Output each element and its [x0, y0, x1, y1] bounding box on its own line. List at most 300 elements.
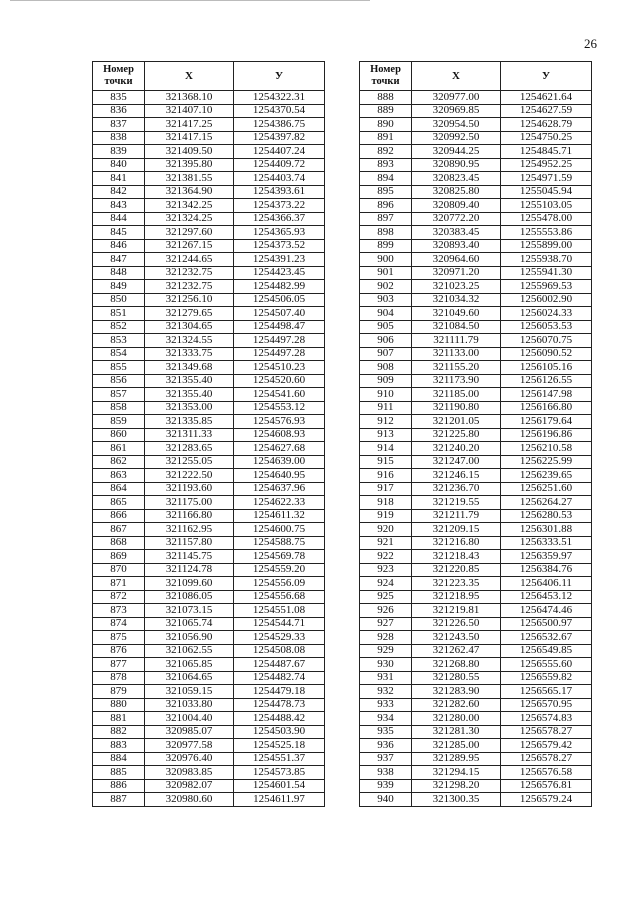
table-row [360, 482, 592, 496]
x-coordinate-cell: 321155.20 [412, 361, 501, 375]
table-row [93, 496, 325, 510]
x-coordinate-cell: 321162.95 [145, 523, 234, 537]
x-coordinate-cell: 321049.60 [412, 307, 501, 321]
y-coordinate-cell: 1254366.37 [234, 212, 325, 226]
x-coordinate-cell: 321185.00 [412, 388, 501, 402]
header-point-number [93, 62, 145, 91]
x-coordinate-cell: 321262.47 [412, 644, 501, 658]
point-number-cell: 863 [93, 469, 145, 483]
point-number-cell: 835 [93, 91, 145, 105]
x-coordinate-cell: 321342.25 [145, 199, 234, 213]
point-number-cell: 892 [360, 145, 412, 159]
top-rule [10, 0, 370, 1]
y-coordinate-cell: 1254503.90 [234, 725, 325, 739]
point-number-cell: 888 [360, 91, 412, 105]
point-number-cell: 910 [360, 388, 412, 402]
x-coordinate-cell: 321173.90 [412, 374, 501, 388]
table-row [93, 523, 325, 537]
table-row [93, 118, 325, 132]
table-row [93, 725, 325, 739]
x-coordinate-cell: 321218.95 [412, 590, 501, 604]
y-coordinate-cell: 1254845.71 [501, 145, 592, 159]
point-number-cell: 854 [93, 347, 145, 361]
table-row [93, 509, 325, 523]
point-number-cell: 900 [360, 253, 412, 267]
point-number-cell: 849 [93, 280, 145, 294]
y-coordinate-cell: 1254482.99 [234, 280, 325, 294]
x-coordinate-cell: 321166.80 [145, 509, 234, 523]
table-row [360, 793, 592, 807]
y-coordinate-cell: 1256549.85 [501, 644, 592, 658]
table-row [93, 482, 325, 496]
x-coordinate-cell: 321280.55 [412, 671, 501, 685]
point-number-cell: 879 [93, 685, 145, 699]
x-coordinate-cell: 321243.50 [412, 631, 501, 645]
header-point-number-line1: Номер [370, 64, 401, 75]
y-coordinate-cell: 1256384.76 [501, 563, 592, 577]
x-coordinate-cell: 320969.85 [412, 104, 501, 118]
coordinates-left-body [93, 91, 325, 807]
table-row [93, 104, 325, 118]
x-coordinate-cell: 321285.00 [412, 739, 501, 753]
x-coordinate-cell: 321065.85 [145, 658, 234, 672]
table-row [360, 131, 592, 145]
x-coordinate-cell: 321256.10 [145, 293, 234, 307]
x-coordinate-cell: 321407.10 [145, 104, 234, 118]
y-coordinate-cell: 1254365.93 [234, 226, 325, 240]
y-coordinate-cell: 1254611.32 [234, 509, 325, 523]
point-number-cell: 847 [93, 253, 145, 267]
y-coordinate-cell: 1256147.98 [501, 388, 592, 402]
y-coordinate-cell: 1256576.81 [501, 779, 592, 793]
point-number-cell: 874 [93, 617, 145, 631]
header-y: У [234, 62, 325, 91]
x-coordinate-cell: 321417.25 [145, 118, 234, 132]
point-number-cell: 899 [360, 239, 412, 253]
x-coordinate-cell: 321300.35 [412, 793, 501, 807]
point-number-cell: 920 [360, 523, 412, 537]
point-number-cell: 862 [93, 455, 145, 469]
point-number-cell: 864 [93, 482, 145, 496]
y-coordinate-cell: 1256570.95 [501, 698, 592, 712]
x-coordinate-cell: 321281.30 [412, 725, 501, 739]
x-coordinate-cell: 321226.50 [412, 617, 501, 631]
point-number-cell: 868 [93, 536, 145, 550]
y-coordinate-cell: 1255478.00 [501, 212, 592, 226]
x-coordinate-cell: 321247.00 [412, 455, 501, 469]
y-coordinate-cell: 1256500.97 [501, 617, 592, 631]
table-row [93, 172, 325, 186]
x-coordinate-cell: 321280.00 [412, 712, 501, 726]
y-coordinate-cell: 1254510.23 [234, 361, 325, 375]
point-number-cell: 906 [360, 334, 412, 348]
y-coordinate-cell: 1254627.59 [501, 104, 592, 118]
x-coordinate-cell: 320977.00 [412, 91, 501, 105]
y-coordinate-cell: 1256406.11 [501, 577, 592, 591]
table-row [93, 334, 325, 348]
x-coordinate-cell: 321255.05 [145, 455, 234, 469]
x-coordinate-cell: 321157.80 [145, 536, 234, 550]
x-coordinate-cell: 321034.32 [412, 293, 501, 307]
x-coordinate-cell: 321283.90 [412, 685, 501, 699]
table-row [93, 388, 325, 402]
point-number-cell: 922 [360, 550, 412, 564]
point-number-cell: 890 [360, 118, 412, 132]
point-number-cell: 875 [93, 631, 145, 645]
y-coordinate-cell: 1254628.79 [501, 118, 592, 132]
y-coordinate-cell: 1256002.90 [501, 293, 592, 307]
y-coordinate-cell: 1254637.96 [234, 482, 325, 496]
y-coordinate-cell: 1254971.59 [501, 172, 592, 186]
y-coordinate-cell: 1254386.75 [234, 118, 325, 132]
x-coordinate-cell: 321282.60 [412, 698, 501, 712]
table-row [93, 752, 325, 766]
header-point-number [360, 62, 412, 91]
table-row [93, 442, 325, 456]
point-number-cell: 846 [93, 239, 145, 253]
point-number-cell: 857 [93, 388, 145, 402]
point-number-cell: 925 [360, 590, 412, 604]
table-row [360, 280, 592, 294]
point-number-cell: 838 [93, 131, 145, 145]
point-number-cell: 908 [360, 361, 412, 375]
y-coordinate-cell: 1255938.70 [501, 253, 592, 267]
point-number-cell: 927 [360, 617, 412, 631]
y-coordinate-cell: 1256196.86 [501, 428, 592, 442]
point-number-cell: 872 [93, 590, 145, 604]
y-coordinate-cell: 1256579.42 [501, 739, 592, 753]
point-number-cell: 858 [93, 401, 145, 415]
y-coordinate-cell: 1256579.24 [501, 793, 592, 807]
table-row [360, 698, 592, 712]
coordinates-table-left [92, 61, 325, 807]
point-number-cell: 848 [93, 266, 145, 280]
point-number-cell: 931 [360, 671, 412, 685]
point-number-cell: 836 [93, 104, 145, 118]
header-row [93, 62, 325, 91]
point-number-cell: 880 [93, 698, 145, 712]
y-coordinate-cell: 1254622.33 [234, 496, 325, 510]
x-coordinate-cell: 321304.65 [145, 320, 234, 334]
y-coordinate-cell: 1255941.30 [501, 266, 592, 280]
table-row [360, 469, 592, 483]
point-number-cell: 861 [93, 442, 145, 456]
table-row [360, 118, 592, 132]
point-number-cell: 871 [93, 577, 145, 591]
point-number-cell: 883 [93, 739, 145, 753]
x-coordinate-cell: 321267.15 [145, 239, 234, 253]
y-coordinate-cell: 1254601.54 [234, 779, 325, 793]
table-row [93, 293, 325, 307]
table-row [360, 442, 592, 456]
point-number-cell: 939 [360, 779, 412, 793]
x-coordinate-cell: 321219.81 [412, 604, 501, 618]
y-coordinate-cell: 1256251.60 [501, 482, 592, 496]
point-number-cell: 855 [93, 361, 145, 375]
y-coordinate-cell: 1256578.27 [501, 752, 592, 766]
x-coordinate-cell: 321211.79 [412, 509, 501, 523]
y-coordinate-cell: 1254373.52 [234, 239, 325, 253]
x-coordinate-cell: 321279.65 [145, 307, 234, 321]
point-number-cell: 882 [93, 725, 145, 739]
y-coordinate-cell: 1256225.99 [501, 455, 592, 469]
y-coordinate-cell: 1256359.97 [501, 550, 592, 564]
x-coordinate-cell: 321086.05 [145, 590, 234, 604]
point-number-cell: 930 [360, 658, 412, 672]
table-row [360, 617, 592, 631]
x-coordinate-cell: 321223.35 [412, 577, 501, 591]
y-coordinate-cell: 1255045.94 [501, 185, 592, 199]
table-row [93, 536, 325, 550]
y-coordinate-cell: 1254559.20 [234, 563, 325, 577]
y-coordinate-cell: 1254952.25 [501, 158, 592, 172]
table-row [360, 239, 592, 253]
table-row [93, 671, 325, 685]
table-row [360, 644, 592, 658]
table-row [93, 253, 325, 267]
point-number-cell: 841 [93, 172, 145, 186]
table-row [93, 698, 325, 712]
point-number-cell: 844 [93, 212, 145, 226]
table-row [360, 158, 592, 172]
point-number-cell: 917 [360, 482, 412, 496]
point-number-cell: 934 [360, 712, 412, 726]
x-coordinate-cell: 321268.80 [412, 658, 501, 672]
y-coordinate-cell: 1256105.16 [501, 361, 592, 375]
x-coordinate-cell: 320971.20 [412, 266, 501, 280]
coordinates-table-right [359, 61, 592, 807]
table-row [93, 739, 325, 753]
table-row [360, 536, 592, 550]
point-number-cell: 937 [360, 752, 412, 766]
x-coordinate-cell: 321355.40 [145, 388, 234, 402]
y-coordinate-cell: 1256024.33 [501, 307, 592, 321]
point-number-cell: 876 [93, 644, 145, 658]
table-row [93, 550, 325, 564]
x-coordinate-cell: 321062.55 [145, 644, 234, 658]
y-coordinate-cell: 1254611.97 [234, 793, 325, 807]
y-coordinate-cell: 1254573.85 [234, 766, 325, 780]
x-coordinate-cell: 321190.80 [412, 401, 501, 415]
y-coordinate-cell: 1255553.86 [501, 226, 592, 240]
y-coordinate-cell: 1256210.58 [501, 442, 592, 456]
table-row [93, 320, 325, 334]
x-coordinate-cell: 321059.15 [145, 685, 234, 699]
y-coordinate-cell: 1254640.95 [234, 469, 325, 483]
x-coordinate-cell: 321099.60 [145, 577, 234, 591]
point-number-cell: 859 [93, 415, 145, 429]
table-row [360, 658, 592, 672]
y-coordinate-cell: 1256053.53 [501, 320, 592, 334]
y-coordinate-cell: 1255899.00 [501, 239, 592, 253]
table-row [93, 199, 325, 213]
table-row [360, 347, 592, 361]
x-coordinate-cell: 320985.07 [145, 725, 234, 739]
x-coordinate-cell: 321004.40 [145, 712, 234, 726]
point-number-cell: 907 [360, 347, 412, 361]
point-number-cell: 904 [360, 307, 412, 321]
table-row [93, 226, 325, 240]
y-coordinate-cell: 1256166.80 [501, 401, 592, 415]
point-number-cell: 877 [93, 658, 145, 672]
x-coordinate-cell: 321324.55 [145, 334, 234, 348]
table-row [93, 212, 325, 226]
x-coordinate-cell: 321111.79 [412, 334, 501, 348]
point-number-cell: 867 [93, 523, 145, 537]
table-row [360, 725, 592, 739]
y-coordinate-cell: 1254507.40 [234, 307, 325, 321]
table-row [93, 158, 325, 172]
x-coordinate-cell: 321298.20 [412, 779, 501, 793]
table-row [93, 631, 325, 645]
table-row [360, 496, 592, 510]
table-row [360, 712, 592, 726]
table-row [360, 307, 592, 321]
x-coordinate-cell: 321145.75 [145, 550, 234, 564]
x-coordinate-cell: 320383.45 [412, 226, 501, 240]
y-coordinate-cell: 1254556.09 [234, 577, 325, 591]
x-coordinate-cell: 321417.15 [145, 131, 234, 145]
table-row [360, 361, 592, 375]
point-number-cell: 895 [360, 185, 412, 199]
x-coordinate-cell: 320964.60 [412, 253, 501, 267]
y-coordinate-cell: 1256532.67 [501, 631, 592, 645]
y-coordinate-cell: 1254497.28 [234, 347, 325, 361]
point-number-cell: 881 [93, 712, 145, 726]
table-row [93, 145, 325, 159]
point-number-cell: 852 [93, 320, 145, 334]
table-row [360, 604, 592, 618]
y-coordinate-cell: 1254525.18 [234, 739, 325, 753]
table-row [360, 415, 592, 429]
point-number-cell: 856 [93, 374, 145, 388]
x-coordinate-cell: 320893.40 [412, 239, 501, 253]
y-coordinate-cell: 1254541.60 [234, 388, 325, 402]
point-number-cell: 850 [93, 293, 145, 307]
x-coordinate-cell: 321220.85 [412, 563, 501, 577]
point-number-cell: 935 [360, 725, 412, 739]
point-number-cell: 926 [360, 604, 412, 618]
header-point-number-line2: точки [104, 76, 133, 87]
y-coordinate-cell: 1254569.78 [234, 550, 325, 564]
table-row [360, 428, 592, 442]
y-coordinate-cell: 1256239.65 [501, 469, 592, 483]
y-coordinate-cell: 1254508.08 [234, 644, 325, 658]
table-row [360, 388, 592, 402]
table-row [93, 563, 325, 577]
point-number-cell: 891 [360, 131, 412, 145]
point-number-cell: 938 [360, 766, 412, 780]
point-number-cell: 933 [360, 698, 412, 712]
point-number-cell: 893 [360, 158, 412, 172]
x-coordinate-cell: 321240.20 [412, 442, 501, 456]
point-number-cell: 885 [93, 766, 145, 780]
table-row [93, 577, 325, 591]
table-row [93, 617, 325, 631]
table-row [360, 577, 592, 591]
x-coordinate-cell: 320982.07 [145, 779, 234, 793]
point-number-cell: 909 [360, 374, 412, 388]
header-row [360, 62, 592, 91]
table-row [93, 455, 325, 469]
point-number-cell: 896 [360, 199, 412, 213]
x-coordinate-cell: 321064.65 [145, 671, 234, 685]
x-coordinate-cell: 321311.33 [145, 428, 234, 442]
table-row [93, 793, 325, 807]
y-coordinate-cell: 1254407.24 [234, 145, 325, 159]
x-coordinate-cell: 321246.15 [412, 469, 501, 483]
x-coordinate-cell: 321368.10 [145, 91, 234, 105]
y-coordinate-cell: 1256559.82 [501, 671, 592, 685]
header-y: У [501, 62, 592, 91]
x-coordinate-cell: 321294.15 [412, 766, 501, 780]
x-coordinate-cell: 320977.58 [145, 739, 234, 753]
y-coordinate-cell: 1256301.88 [501, 523, 592, 537]
point-number-cell: 918 [360, 496, 412, 510]
table-row [360, 752, 592, 766]
x-coordinate-cell: 321232.75 [145, 280, 234, 294]
x-coordinate-cell: 321395.80 [145, 158, 234, 172]
table-row [93, 590, 325, 604]
point-number-cell: 873 [93, 604, 145, 618]
x-coordinate-cell: 321381.55 [145, 172, 234, 186]
coordinates-right-body [360, 91, 592, 807]
y-coordinate-cell: 1254553.12 [234, 401, 325, 415]
header-x: X [412, 62, 501, 91]
y-coordinate-cell: 1256474.46 [501, 604, 592, 618]
y-coordinate-cell: 1254370.54 [234, 104, 325, 118]
table-row [360, 779, 592, 793]
x-coordinate-cell: 321232.75 [145, 266, 234, 280]
table-row [360, 226, 592, 240]
table-row [360, 631, 592, 645]
table-row [360, 253, 592, 267]
table-row [360, 590, 592, 604]
table-row [360, 199, 592, 213]
point-number-cell: 860 [93, 428, 145, 442]
y-coordinate-cell: 1254621.64 [501, 91, 592, 105]
y-coordinate-cell: 1254482.74 [234, 671, 325, 685]
x-coordinate-cell: 320890.95 [412, 158, 501, 172]
y-coordinate-cell: 1254627.68 [234, 442, 325, 456]
y-coordinate-cell: 1254498.47 [234, 320, 325, 334]
x-coordinate-cell: 321324.25 [145, 212, 234, 226]
x-coordinate-cell: 321349.68 [145, 361, 234, 375]
y-coordinate-cell: 1256578.27 [501, 725, 592, 739]
point-number-cell: 911 [360, 401, 412, 415]
y-coordinate-cell: 1254397.82 [234, 131, 325, 145]
table-row [93, 779, 325, 793]
point-number-cell: 919 [360, 509, 412, 523]
y-coordinate-cell: 1254639.00 [234, 455, 325, 469]
x-coordinate-cell: 321297.60 [145, 226, 234, 240]
point-number-cell: 886 [93, 779, 145, 793]
x-coordinate-cell: 321218.43 [412, 550, 501, 564]
y-coordinate-cell: 1256280.53 [501, 509, 592, 523]
point-number-cell: 924 [360, 577, 412, 591]
table-row [93, 239, 325, 253]
x-coordinate-cell: 320944.25 [412, 145, 501, 159]
x-coordinate-cell: 321225.80 [412, 428, 501, 442]
table-row [360, 509, 592, 523]
y-coordinate-cell: 1254551.08 [234, 604, 325, 618]
y-coordinate-cell: 1254520.60 [234, 374, 325, 388]
x-coordinate-cell: 321124.78 [145, 563, 234, 577]
table-row [93, 361, 325, 375]
table-row [93, 185, 325, 199]
x-coordinate-cell: 321409.50 [145, 145, 234, 159]
y-coordinate-cell: 1256574.83 [501, 712, 592, 726]
